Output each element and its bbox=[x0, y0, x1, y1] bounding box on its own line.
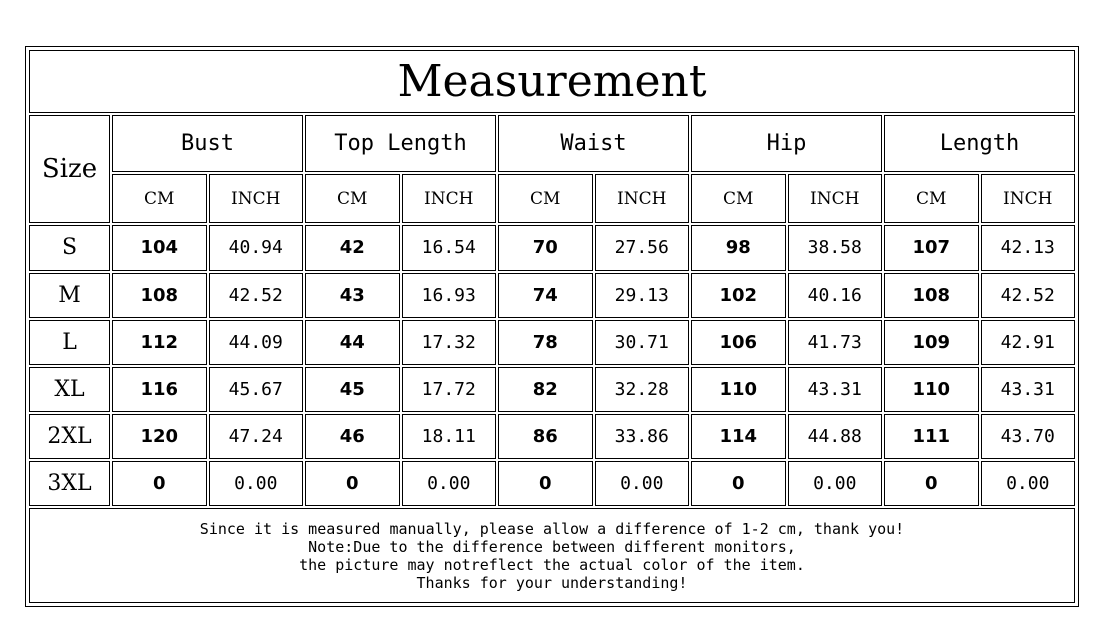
cm-value-cell: 0 bbox=[884, 461, 979, 506]
cm-value-cell: 43 bbox=[305, 273, 400, 318]
note-line: Thanks for your understanding! bbox=[416, 573, 688, 592]
group-header: Bust bbox=[112, 115, 303, 173]
cm-value-cell: 120 bbox=[112, 414, 207, 459]
cm-value-cell: 70 bbox=[498, 225, 593, 270]
table-title: Measurement bbox=[29, 50, 1075, 113]
table-row bbox=[29, 225, 1075, 270]
cm-value-cell: 45 bbox=[305, 367, 400, 412]
cm-value-cell: 44 bbox=[305, 320, 400, 365]
group-header: Length bbox=[884, 115, 1075, 173]
cm-value-cell: 82 bbox=[498, 367, 593, 412]
cm-value-cell: 109 bbox=[884, 320, 979, 365]
inch-value-cell: 42.91 bbox=[981, 320, 1076, 365]
unit-header: INCH bbox=[595, 174, 690, 223]
inch-value-cell: 44.09 bbox=[209, 320, 304, 365]
inch-value-cell: 33.86 bbox=[595, 414, 690, 459]
note-cell bbox=[29, 508, 1075, 603]
note-line: Note:Due to the difference between different monitors, bbox=[308, 537, 796, 556]
cm-value-cell: 110 bbox=[884, 367, 979, 412]
size-cell: M bbox=[29, 273, 110, 318]
unit-header: CM bbox=[112, 174, 207, 223]
inch-value-cell: 47.24 bbox=[209, 414, 304, 459]
inch-value-cell: 43.31 bbox=[981, 367, 1076, 412]
unit-header: INCH bbox=[788, 174, 883, 223]
size-cell: 2XL bbox=[29, 414, 110, 459]
inch-value-cell: 0.00 bbox=[788, 461, 883, 506]
table-row bbox=[29, 367, 1075, 412]
inch-value-cell: 43.31 bbox=[788, 367, 883, 412]
inch-value-cell: 42.52 bbox=[981, 273, 1076, 318]
inch-value-cell: 0.00 bbox=[981, 461, 1076, 506]
table-row bbox=[29, 320, 1075, 365]
inch-value-cell: 0.00 bbox=[209, 461, 304, 506]
inch-value-cell: 17.32 bbox=[402, 320, 497, 365]
inch-value-cell: 42.13 bbox=[981, 225, 1076, 270]
inch-value-cell: 32.28 bbox=[595, 367, 690, 412]
cm-value-cell: 116 bbox=[112, 367, 207, 412]
measurement-table bbox=[27, 48, 1077, 605]
cm-value-cell: 0 bbox=[305, 461, 400, 506]
unit-header: INCH bbox=[402, 174, 497, 223]
cm-value-cell: 46 bbox=[305, 414, 400, 459]
inch-value-cell: 30.71 bbox=[595, 320, 690, 365]
inch-value-cell: 18.11 bbox=[402, 414, 497, 459]
size-cell: L bbox=[29, 320, 110, 365]
cm-value-cell: 114 bbox=[691, 414, 786, 459]
cm-value-cell: 108 bbox=[884, 273, 979, 318]
unit-header: INCH bbox=[209, 174, 304, 223]
note-line: Since it is measured manually, please allow a difference of 1-2 cm, thank you! bbox=[199, 519, 905, 538]
unit-header: CM bbox=[305, 174, 400, 223]
inch-value-cell: 45.67 bbox=[209, 367, 304, 412]
unit-header: CM bbox=[691, 174, 786, 223]
cm-value-cell: 0 bbox=[691, 461, 786, 506]
cm-value-cell: 104 bbox=[112, 225, 207, 270]
inch-value-cell: 0.00 bbox=[595, 461, 690, 506]
cm-value-cell: 74 bbox=[498, 273, 593, 318]
cm-value-cell: 111 bbox=[884, 414, 979, 459]
inch-value-cell: 27.56 bbox=[595, 225, 690, 270]
inch-value-cell: 42.52 bbox=[209, 273, 304, 318]
inch-value-cell: 17.72 bbox=[402, 367, 497, 412]
cm-value-cell: 102 bbox=[691, 273, 786, 318]
unit-header: CM bbox=[884, 174, 979, 223]
cm-value-cell: 0 bbox=[498, 461, 593, 506]
inch-value-cell: 44.88 bbox=[788, 414, 883, 459]
table-row bbox=[29, 461, 1075, 506]
size-cell: S bbox=[29, 225, 110, 270]
cm-value-cell: 0 bbox=[112, 461, 207, 506]
cm-value-cell: 106 bbox=[691, 320, 786, 365]
size-column-header: Size bbox=[29, 115, 110, 224]
inch-value-cell: 43.70 bbox=[981, 414, 1076, 459]
inch-value-cell: 16.93 bbox=[402, 273, 497, 318]
cm-value-cell: 110 bbox=[691, 367, 786, 412]
cm-value-cell: 112 bbox=[112, 320, 207, 365]
inch-value-cell: 41.73 bbox=[788, 320, 883, 365]
inch-value-cell: 0.00 bbox=[402, 461, 497, 506]
table-row bbox=[29, 273, 1075, 318]
group-header: Top Length bbox=[305, 115, 496, 173]
inch-value-cell: 38.58 bbox=[788, 225, 883, 270]
inch-value-cell: 29.13 bbox=[595, 273, 690, 318]
table-row bbox=[29, 414, 1075, 459]
cm-value-cell: 98 bbox=[691, 225, 786, 270]
inch-value-cell: 40.16 bbox=[788, 273, 883, 318]
cm-value-cell: 78 bbox=[498, 320, 593, 365]
cm-value-cell: 42 bbox=[305, 225, 400, 270]
size-cell: XL bbox=[29, 367, 110, 412]
unit-header: INCH bbox=[981, 174, 1076, 223]
group-header: Waist bbox=[498, 115, 689, 173]
group-header: Hip bbox=[691, 115, 882, 173]
cm-value-cell: 86 bbox=[498, 414, 593, 459]
inch-value-cell: 40.94 bbox=[209, 225, 304, 270]
note-line: the picture may notreflect the actual color of the item. bbox=[299, 555, 805, 574]
inch-value-cell: 16.54 bbox=[402, 225, 497, 270]
cm-value-cell: 107 bbox=[884, 225, 979, 270]
cm-value-cell: 108 bbox=[112, 273, 207, 318]
size-cell: 3XL bbox=[29, 461, 110, 506]
unit-header: CM bbox=[498, 174, 593, 223]
